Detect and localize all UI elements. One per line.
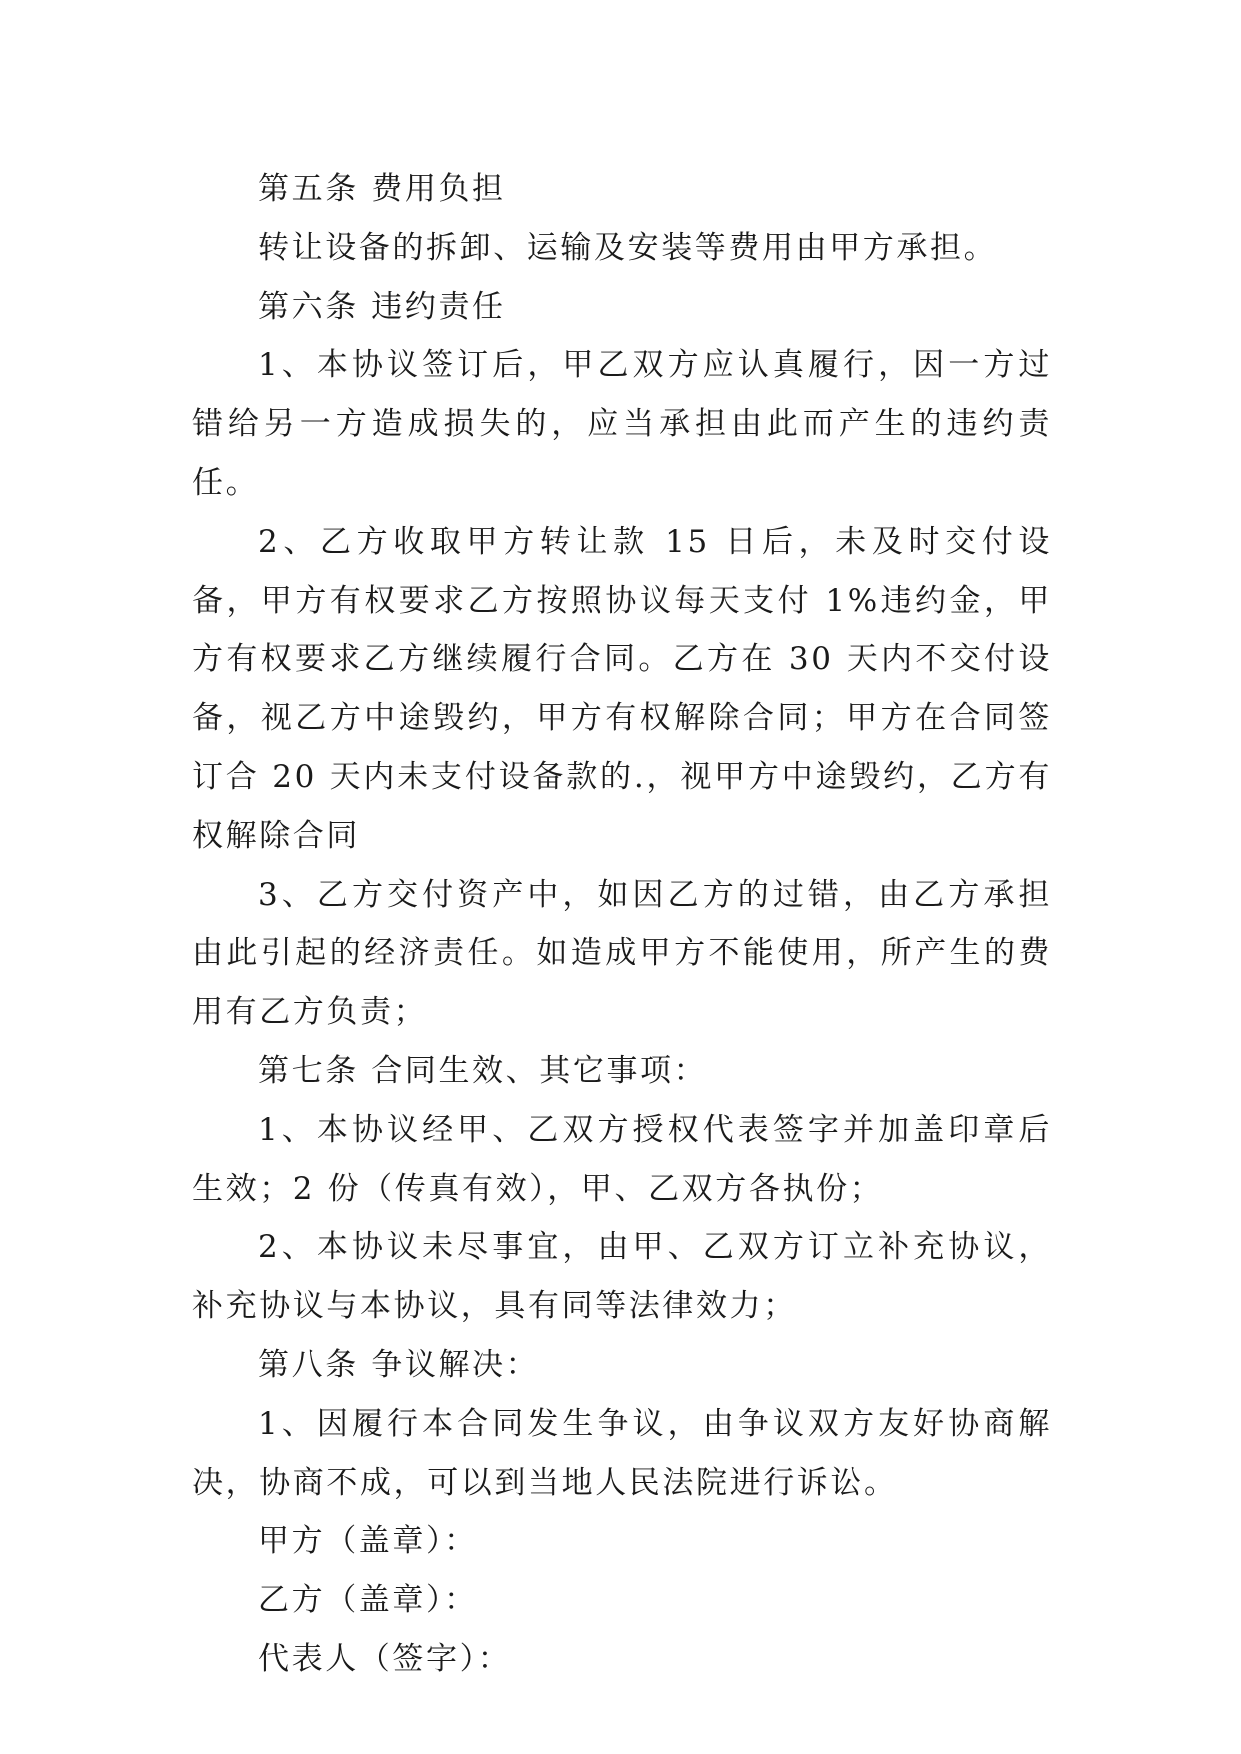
party-a-seal-line: 甲方（盖章）： [258,1523,478,1560]
party-b-seal-line: 乙方（盖章）： [258,1582,478,1619]
article-5-text: 转让设备的拆卸、运输及安装等费用由甲方承担。 [258,229,998,266]
article-8-heading: 第八条 争议解决： [258,1346,540,1383]
article-6-clause-3: 3、乙方交付资产中，如因乙方的过错，由乙方承担由此引起的经济责任。如造成甲方不能使用，所产生的费用有乙方负责； [192,876,1052,1031]
article-6-heading: 第六条 违约责任 [258,288,506,325]
article-6-clause-2: 2、乙方收取甲方转让款 15 日后，未及时交付设备，甲方有权要求乙方按照协议每天支付 1%违约金，甲方有权要求乙方继续履行合同。乙方在 30 天内不交付设备，视乙方中途毁约，甲方有权解除合同；甲方在合同签订合 20 天内未支付设备款的.，视甲方中途毁约，乙方有权解除合同 [192,523,1052,854]
article-6-clause-1: 1、本协议签订后，甲乙双方应认真履行，因一方过错给另一方造成损失的，应当承担由此而产生的违约责任。 [192,347,1052,501]
document-body [192,160,1052,1689]
article-5-heading: 第五条 费用负担 [258,171,506,207]
article-7-clause-2: 2、本协议未尽事宜，由甲、乙双方订立补充协议，补充协议与本协议，具有同等法律效力； [192,1229,1052,1325]
representative-signature-line: 代表人（签字）： [258,1640,512,1677]
article-8-clause-1: 1、因履行本合同发生争议，由争议双方友好协商解决，协商不成，可以到当地人民法院进行诉讼。 [192,1405,1052,1501]
article-7-clause-1: 1、本协议经甲、乙双方授权代表签字并加盖印章后生效；2 份（传真有效），甲、乙双方各执份； [192,1111,1052,1207]
article-7-heading: 第七条 合同生效、其它事项： [258,1052,708,1089]
